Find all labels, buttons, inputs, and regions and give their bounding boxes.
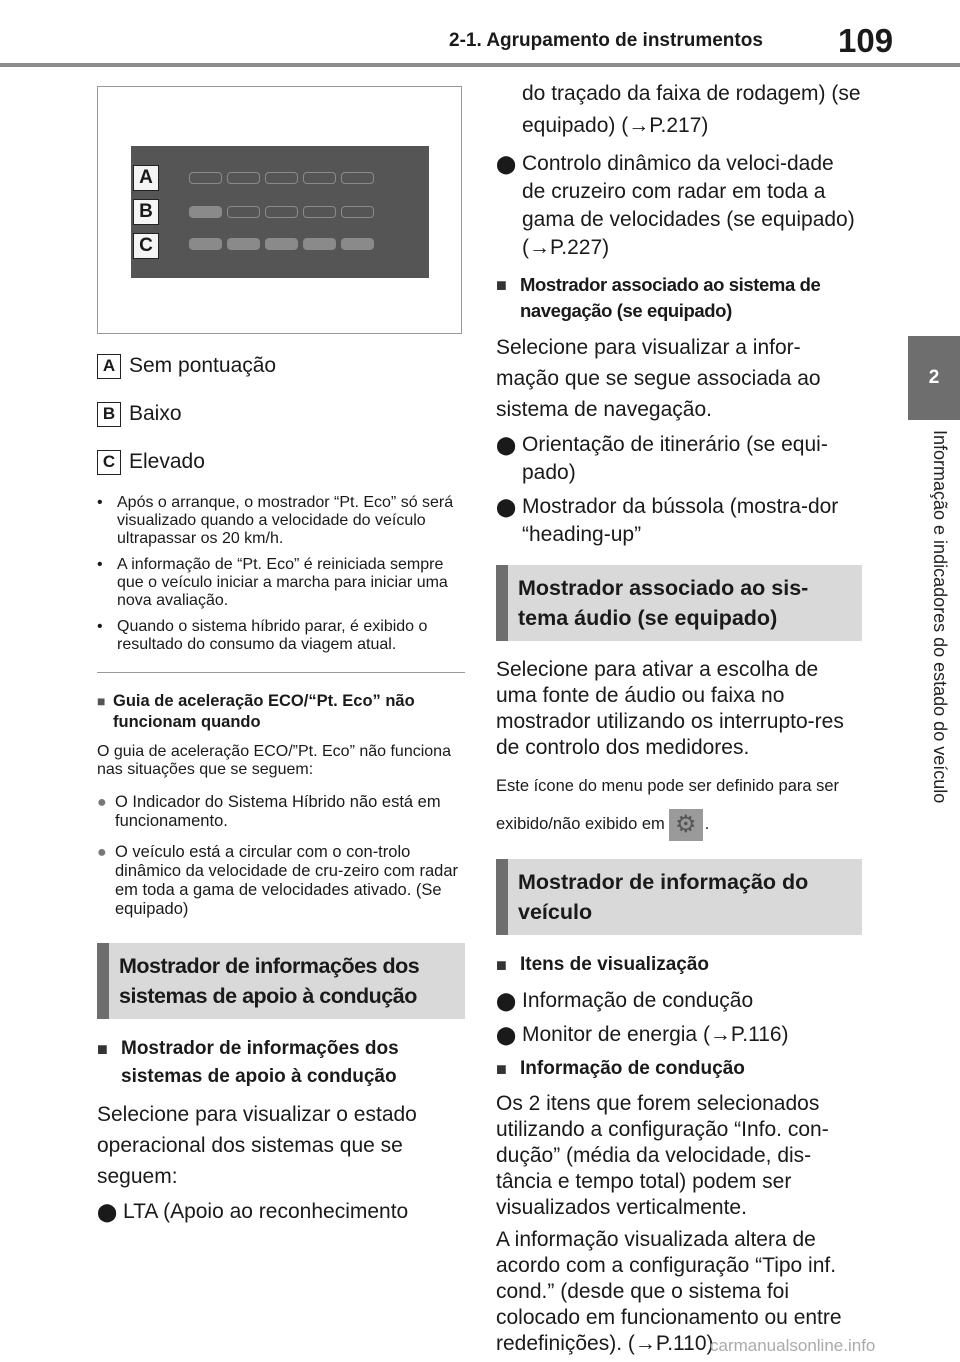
segment-row-a [189,172,374,184]
legend-letter: B [97,402,121,427]
subheading-display-items: ■ Itens de visualização [496,954,710,975]
chapter-tab[interactable] [908,336,960,420]
segment [265,172,298,184]
segment-filled [303,238,336,250]
driving-info-para-1: Os 2 itens que forem selecionados utilizando a configuração “Info. con-dução” (média da velocidade, dis-tância e tempo total) podem ser visualizados verticalmente. [496,1092,829,1219]
watermark: carmanualsonline.info [710,1336,876,1355]
chapter-label: Informação e indicadores do estado do veículo [930,430,950,804]
eco-score-figure [97,86,462,334]
segment-row-b [189,206,374,218]
note-intro: O guia de aceleração ECO/”Pt. Eco” não funciona nas situações que se seguem: [97,743,451,778]
driving-support-intro: Selecione para visualizar o estado operacional dos sistemas que se seguem: [97,1103,417,1188]
segment-filled [227,238,260,250]
audio-note: Este ícone do menu pode ser definido para ser exibido/não exibido em⚙ . [496,767,862,843]
segment [227,206,260,218]
legend-letter: A [97,354,121,379]
list-item: ⬤ Controlo dinâmico da veloci-dade de cruzeiro com radar em toda a gama de velocidades (se equipado) (→P.227) [496,152,855,259]
chapter-number: 2 [928,367,940,388]
section-heading-driving-support: Mostrador de informações dos sistemas de apoio à condução [97,943,465,1019]
list-item: ● O veículo está a circular com o con-trolo dinâmico da velocidade de cru-zeiro com radar em toda a gama de velocidades ativado. (Se equipado) [97,843,459,918]
audio-intro: Selecione para ativar a escolha de uma fonte de áudio ou faixa no mostrador utilizando os interrupto-res de controlo dos medidores. [496,658,844,759]
segment-filled [189,206,222,218]
figure-label-c: C [133,233,159,259]
list-item: ⬤ LTA (Apoio ao reconhecimento [97,1200,409,1223]
figure-label-a: A [133,165,159,191]
section-heading-audio: Mostrador associado ao sis-tema áudio (se equipado) [496,565,862,641]
segment [227,172,260,184]
legend-item-c [97,446,465,478]
legend-letter: C [97,450,121,475]
segment-filled [341,238,374,250]
header-title: 2-1. Agrupamento de instrumentos [449,30,763,51]
legend-text: Baixo [129,402,182,425]
navigation-intro: Selecione para visualizar a infor-mação que se segue associada ao sistema de navegação. [496,336,821,421]
list-item: • Após o arranque, o mostrador “Pt. Eco” só será visualizado quando a velocidade do veículo ultrapassar os 20 km/h. [97,494,454,547]
list-item: ⬤ Informação de condução [496,989,754,1012]
segment [265,206,298,218]
subheading-driving-info: ■ Informação de condução [496,1058,745,1079]
list-item: • Quando o sistema híbrido parar, é exibido o resultado do consumo da viagem atual. [97,618,428,653]
gear-icon [669,809,703,841]
segment [341,172,374,184]
subheading-driving-support: ■ Mostrador de informações dos sistemas de apoio à condução [97,1038,399,1087]
segment [341,206,374,218]
divider [97,672,465,673]
list-item: • A informação de “Pt. Eco” é reiniciada sempre que o veículo iniciar a marcha para iniciar uma nova avaliação. [97,556,448,609]
subheading-navigation: ■ Mostrador associado ao sistema de navegação (se equipado) [496,274,821,321]
legend-item-a [97,350,465,382]
segment [303,172,336,184]
segment [189,172,222,184]
info-bullets [97,494,465,654]
header-rule [0,63,960,67]
segment-filled [265,238,298,250]
section-heading-vehicle-info: Mostrador de informação do veículo [496,859,862,935]
legend-text: Sem pontuação [129,354,277,377]
list-item: ⬤ Mostrador da bússola (mostra-dor “heading-up” [496,495,839,546]
list-item: ● O Indicador do Sistema Híbrido não está em funcionamento. [97,793,441,830]
list-item: ⬤ Orientação de itinerário (se equi-pado) [496,433,828,484]
figure-label-b: B [133,199,159,225]
segment-filled [189,238,222,250]
legend-text: Elevado [129,450,205,473]
segment-row-c [189,238,374,250]
right-column [496,78,862,1362]
legend-item-b [97,398,465,430]
page-number: 109 [838,22,894,59]
left-column [97,86,465,1232]
list-item: ⬤ Monitor de energia (→P.116) [496,1023,789,1046]
list-item-continuation: do traçado da faixa de rodagem) (se equipado) (→P.217) [522,82,861,137]
segment [303,206,336,218]
note-heading: ■ Guia de aceleração ECO/“Pt. Eco” não funcionam quando [97,692,415,731]
driving-info-para-2: A informação visualizada altera de acordo com a configuração “Tipo inf. cond.” (desde que o sistema foi colocado em funcionamento ou entre redefinições). (→P.110) [496,1228,842,1355]
